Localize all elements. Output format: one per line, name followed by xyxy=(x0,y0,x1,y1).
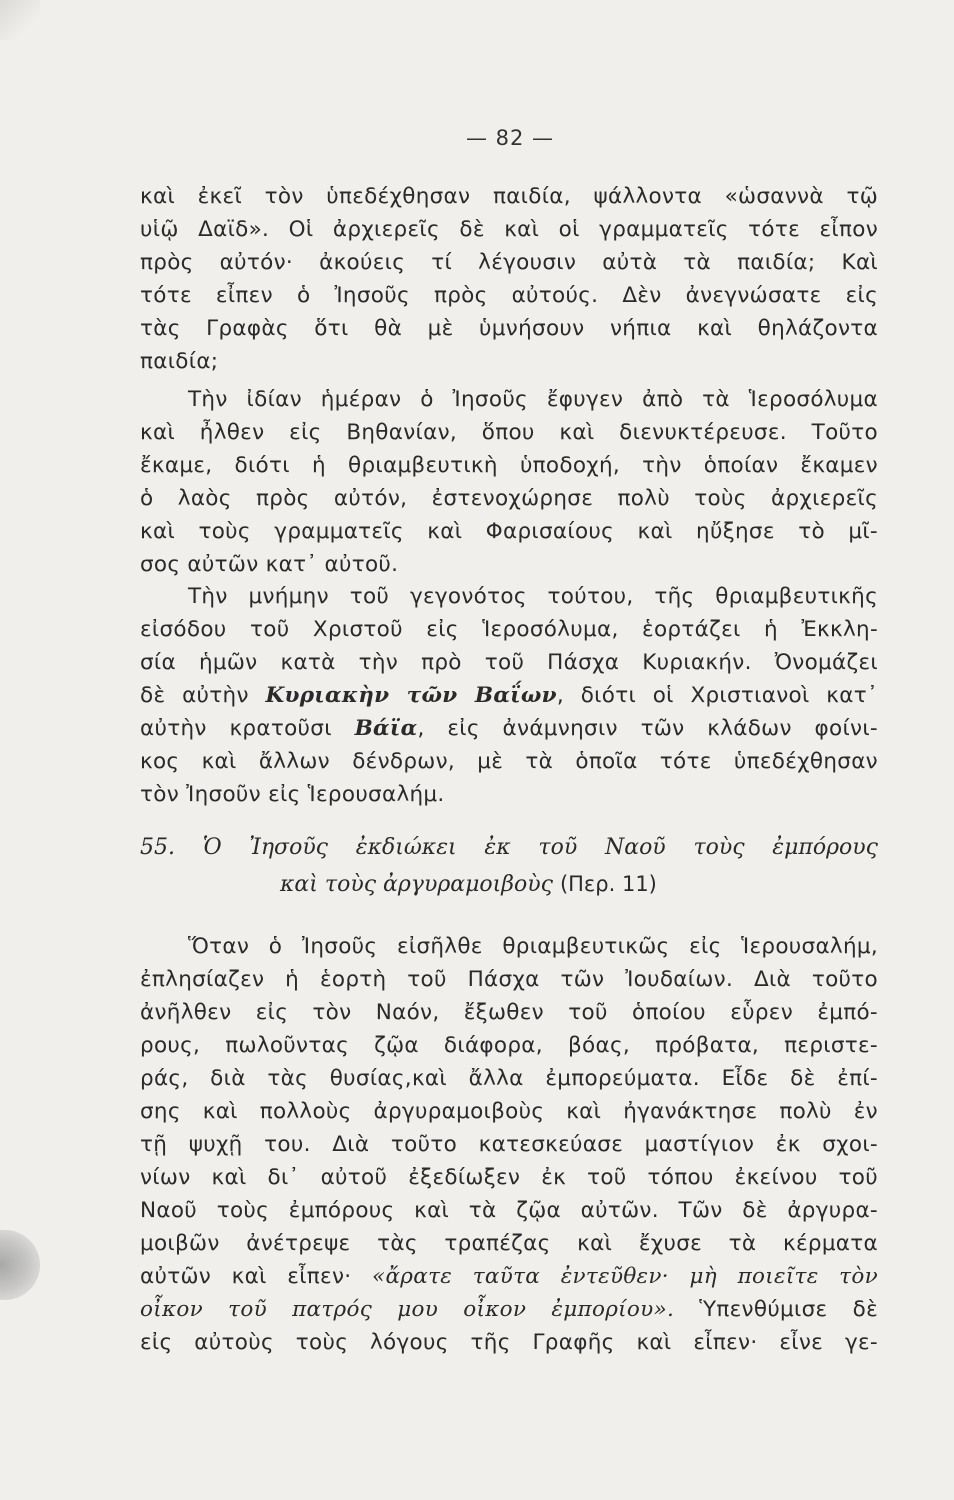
text-fragment: δὲ αὐτὴν xyxy=(140,683,266,708)
page-corner-shadow xyxy=(0,0,40,40)
paragraph-2 xyxy=(140,383,878,581)
text-line: τὸν Ἰησοῦν εἰς Ἱερουσαλήμ. xyxy=(140,782,445,807)
text-line: υἱῷ Δαϊδ». Οἱ ἀρχιερεῖς δὲ καὶ οἱ γραμματεῖς τότε εἶπον xyxy=(140,217,878,242)
text-fragment: αὐτῶν καὶ εἶπεν· xyxy=(140,1264,373,1289)
text-line: ὁ λαὸς πρὸς αὐτόν, ἐστενοχώρησε πολὺ τοὺς ἀρχιερεῖς xyxy=(140,486,878,511)
page-number: — 82 — xyxy=(465,126,555,150)
text-fragment: , εἰς ἀνάμνησιν τῶν κλάδων φοίνι- xyxy=(417,716,878,741)
text-line: τὰς Γραφὰς ὅτι θὰ μὲ ὑμνήσουν νήπια καὶ θηλάζοντα xyxy=(140,316,878,341)
text-line: ἔκαμε, διότι ἡ θριαμβευτικὴ ὑποδοχή, τὴν ὁποίαν ἔκαμεν xyxy=(140,453,878,478)
paragraph-1 xyxy=(140,180,878,378)
text-line: κος καὶ ἄλλων δένδρων, μὲ τὰ ὁποῖα τότε ὑπεδέχθησαν xyxy=(140,749,878,774)
text-line: ρους, πωλοῦντας ζῷα διάφορα, βόας, πρόβατα, περιστε- xyxy=(140,1033,878,1058)
text-line: καὶ ἐκεῖ τὸν ὑπεδέχθησαν παιδία, ψάλλοντα «ὡσαννὰ τῷ xyxy=(140,184,878,209)
text-line: εἰσόδου τοῦ Χριστοῦ εἰς Ἱεροσόλυμα, ἑορτάζει ἡ Ἐκκλη- xyxy=(140,617,878,642)
text-line: παιδία; xyxy=(140,349,219,374)
text-line: Τὴν μνήμην τοῦ γεγονότος τούτου, τῆς θριαμβευτικῆς xyxy=(188,584,878,609)
text-line: ράς, διὰ τὰς θυσίας,καὶ ἄλλα ἐμπορεύματα. Εἶδε δὲ ἐπί- xyxy=(140,1066,878,1091)
quote-fragment: οἶκον τοῦ πατρός μου οἶκον ἐμπορίου». xyxy=(140,1297,675,1322)
text-line: Ὅταν ὁ Ἰησοῦς εἰσῆλθε θριαμβευτικῶς εἰς Ἱερουσαλήμ, xyxy=(188,934,878,959)
text-line: τῇ ψυχῇ του. Διὰ τοῦτο κατεσκεύασε μαστίγιον ἐκ σχοι- xyxy=(140,1132,878,1157)
text-line: σία ἡμῶν κατὰ τὴν πρὸ τοῦ Πάσχα Κυριακήν. Ὀνομάζει xyxy=(140,650,878,675)
text-line xyxy=(140,1293,878,1326)
text-line: Τὴν ἰδίαν ἡμέραν ὁ Ἰησοῦς ἔφυγεν ἀπὸ τὰ Ἱεροσόλυμα xyxy=(188,387,878,412)
text-line: καὶ ἦλθεν εἰς Βηθανίαν, ὅπου καὶ διενυκτέρευσε. Τοῦτο xyxy=(140,420,878,445)
section-heading xyxy=(140,830,878,902)
emphasis-vaia: Βάϊα xyxy=(354,716,418,741)
text-line: ἀνῆλθεν εἰς τὸν Ναόν, ἔξωθεν τοῦ ὁποίου εὗρεν ἐμπό- xyxy=(140,1000,878,1025)
paragraph-4 xyxy=(140,930,878,1359)
text-line: μοιβῶν ἀνέτρεψε τὰς τραπέζας καὶ ἔχυσε τὰ κέρματα xyxy=(140,1231,878,1256)
text-line xyxy=(140,679,878,712)
text-line: καὶ τοὺς γραμματεῖς καὶ Φαρισαίους καὶ ηὔξησε τὸ μῖ- xyxy=(140,519,878,544)
text-line: νίων καὶ δι᾽ αὐτοῦ ἐξεδίωξεν ἐκ τοῦ τόπου ἐκείνου τοῦ xyxy=(140,1165,878,1190)
text-line: εἰς αὐτοὺς τοὺς λόγους τῆς Γραφῆς καὶ εἶπεν· εἶνε γε- xyxy=(140,1330,878,1355)
text-line: πρὸς αὐτόν· ἀκούεις τί λέγουσιν αὐτὰ τὰ παιδία; Καὶ xyxy=(140,250,878,275)
text-line xyxy=(140,1260,878,1293)
text-line: σης καὶ πολλοὺς ἀργυραμοιβοὺς καὶ ἠγανάκτησε πολὺ ἐν xyxy=(140,1099,878,1124)
heading-text: καὶ τοὺς ἀργυραμοιβοὺς xyxy=(280,872,553,897)
text-line: ἐπλησίαζεν ἡ ἑορτὴ τοῦ Πάσχα τῶν Ἰουδαίων. Διὰ τοῦτο xyxy=(140,967,878,992)
quote-fragment: «ἄρατε ταῦτα ἐντεῦθεν· μὴ ποιεῖτε τὸν xyxy=(372,1264,878,1289)
text-line: Ναοῦ τοὺς ἐμπόρους καὶ τὰ ζῷα αὐτῶν. Τῶν δὲ ἀργυρα- xyxy=(140,1198,878,1223)
text-fragment: Ὑπενθύμισε δὲ xyxy=(674,1297,878,1322)
text-fragment: , διότι οἱ Χριστιανοὶ κατ᾽ xyxy=(556,683,878,708)
text-fragment: αὐτὴν κρατοῦσι xyxy=(140,716,355,741)
emphasis-kyriaki-vaion: Κυριακὴν τῶν Βαΐων xyxy=(265,683,557,708)
heading-line-2 xyxy=(140,866,878,902)
heading-line-1: 55. Ὁ Ἰησοῦς ἐκδιώκει ἐκ τοῦ Ναοῦ τοὺς ἐμπόρους xyxy=(140,835,878,860)
binding-shadow xyxy=(0,1230,40,1300)
heading-reference: (Περ. 11) xyxy=(559,872,657,896)
text-line xyxy=(140,712,878,745)
paragraph-3 xyxy=(140,580,878,811)
text-line: σος αὐτῶν κατ᾽ αὐτοῦ. xyxy=(140,552,399,577)
text-line: τότε εἶπεν ὁ Ἰησοῦς πρὸς αὐτούς. Δὲν ἀνεγνώσατε εἰς xyxy=(140,283,878,308)
